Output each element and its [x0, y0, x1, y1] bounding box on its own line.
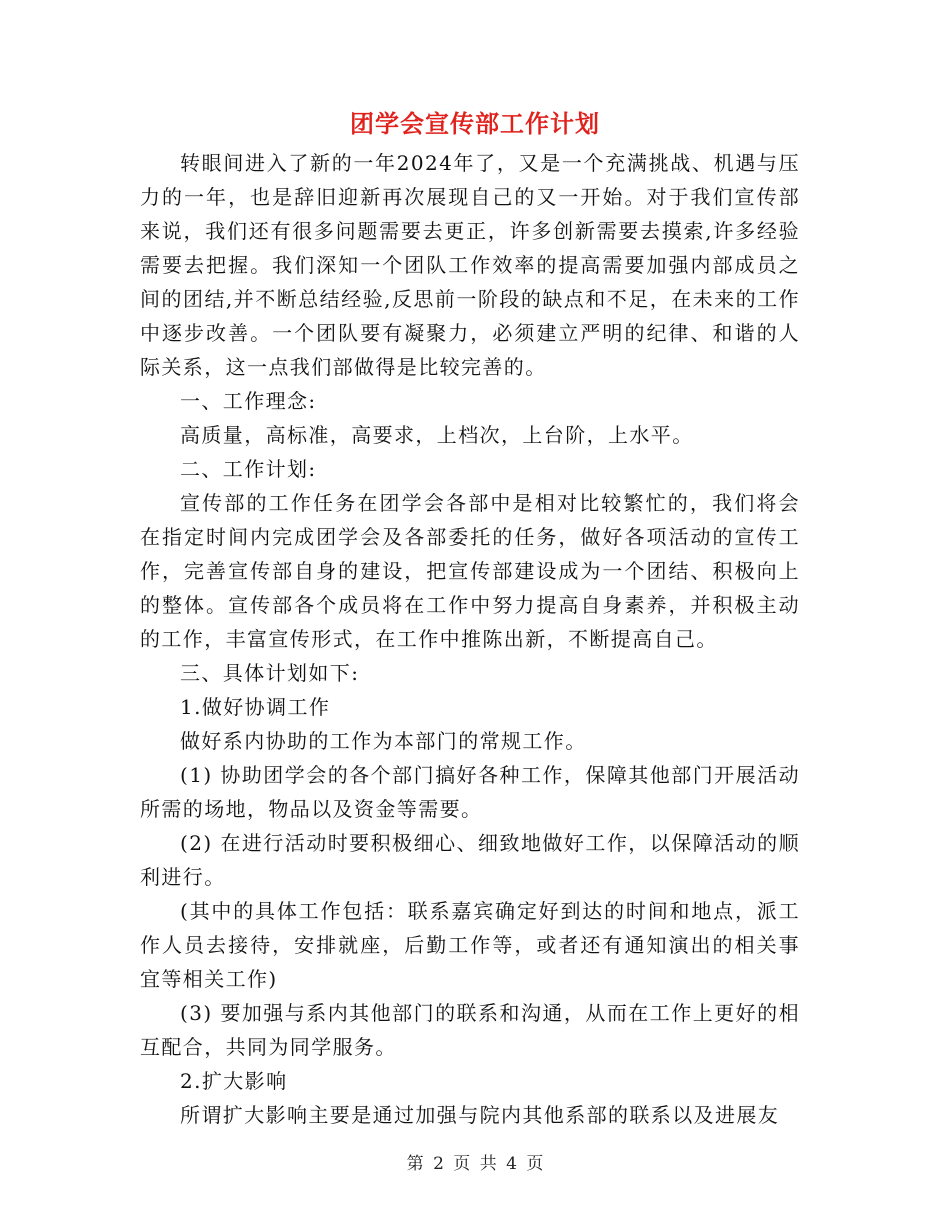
- paragraph-philosophy: 高质量，高标准，高要求，上档次，上台阶，上水平。: [180, 423, 694, 447]
- heading-specific-plan: 三、具体计划如下:: [180, 661, 360, 685]
- subheading-influence: 2.扩大影响: [180, 1069, 288, 1093]
- subheading-coordination: 1.做好协调工作: [180, 695, 331, 719]
- page-footer: 第 2 页 共 4 页: [406, 1154, 544, 1174]
- paragraph-details: (其中的具体工作包括：联系嘉宾确定好到达的时间和地点，派工作人员去接待，安排就座，后勤工作等，或者还有通知演出的相关事宜等相关工作): [140, 899, 800, 991]
- document-title: 团学会宣传部工作计划: [350, 110, 600, 138]
- paragraph-work-plan: 宣传部的工作任务在团学会各部中是相对比较繁忙的，我们将会在指定时间内完成团学会及各部委托的任务，做好各项活动的宣传工作，完善宣传部自身的建设，把宣传部建设成为一个团结、积极向上的整体。宣传部各个成员将在工作中努力提高自身素养，并积极主动的工作，丰富宣传形式，在工作中推陈出新，不断提高自己。: [140, 491, 800, 651]
- paragraph-influence: 所谓扩大影响主要是通过加强与院内其他系部的联系以及进展友: [180, 1103, 780, 1127]
- paragraph-coordination: 做好系内协助的工作为本部门的常规工作。: [180, 729, 587, 753]
- heading-work-philosophy: 一、工作理念:: [180, 389, 317, 413]
- paragraph-intro: 转眼间进入了新的一年2024年了，又是一个充满挑战、机遇与压力的一年，也是辞旧迎新再次展现自己的又一开始。对于我们宣传部来说，我们还有很多问题需要去更正，许多创新需要去摸索,许多经验需要去把握。我们深知一个团队工作效率的提高需要加强内部成员之间的团结,并不断总结经验,反思前一阶段的缺点和不足，在未来的工作中逐步改善。一个团队要有凝聚力，必须建立严明的纪律、和谐的人际关系，这一点我们部做得是比较完善的。: [140, 151, 800, 379]
- list-item-1: (1) 协助团学会的各个部门搞好各种工作，保障其他部门开展活动所需的场地，物品以及资金等需要。: [140, 763, 800, 821]
- document-body: [140, 146, 800, 1132]
- list-item-2: (2) 在进行活动时要积极细心、细致地做好工作，以保障活动的顺利进行。: [140, 831, 800, 889]
- heading-work-plan: 二、工作计划:: [180, 457, 317, 481]
- list-item-3: (3) 要加强与系内其他部门的联系和沟通，从而在工作上更好的相互配合，共同为同学服务。: [140, 1001, 800, 1059]
